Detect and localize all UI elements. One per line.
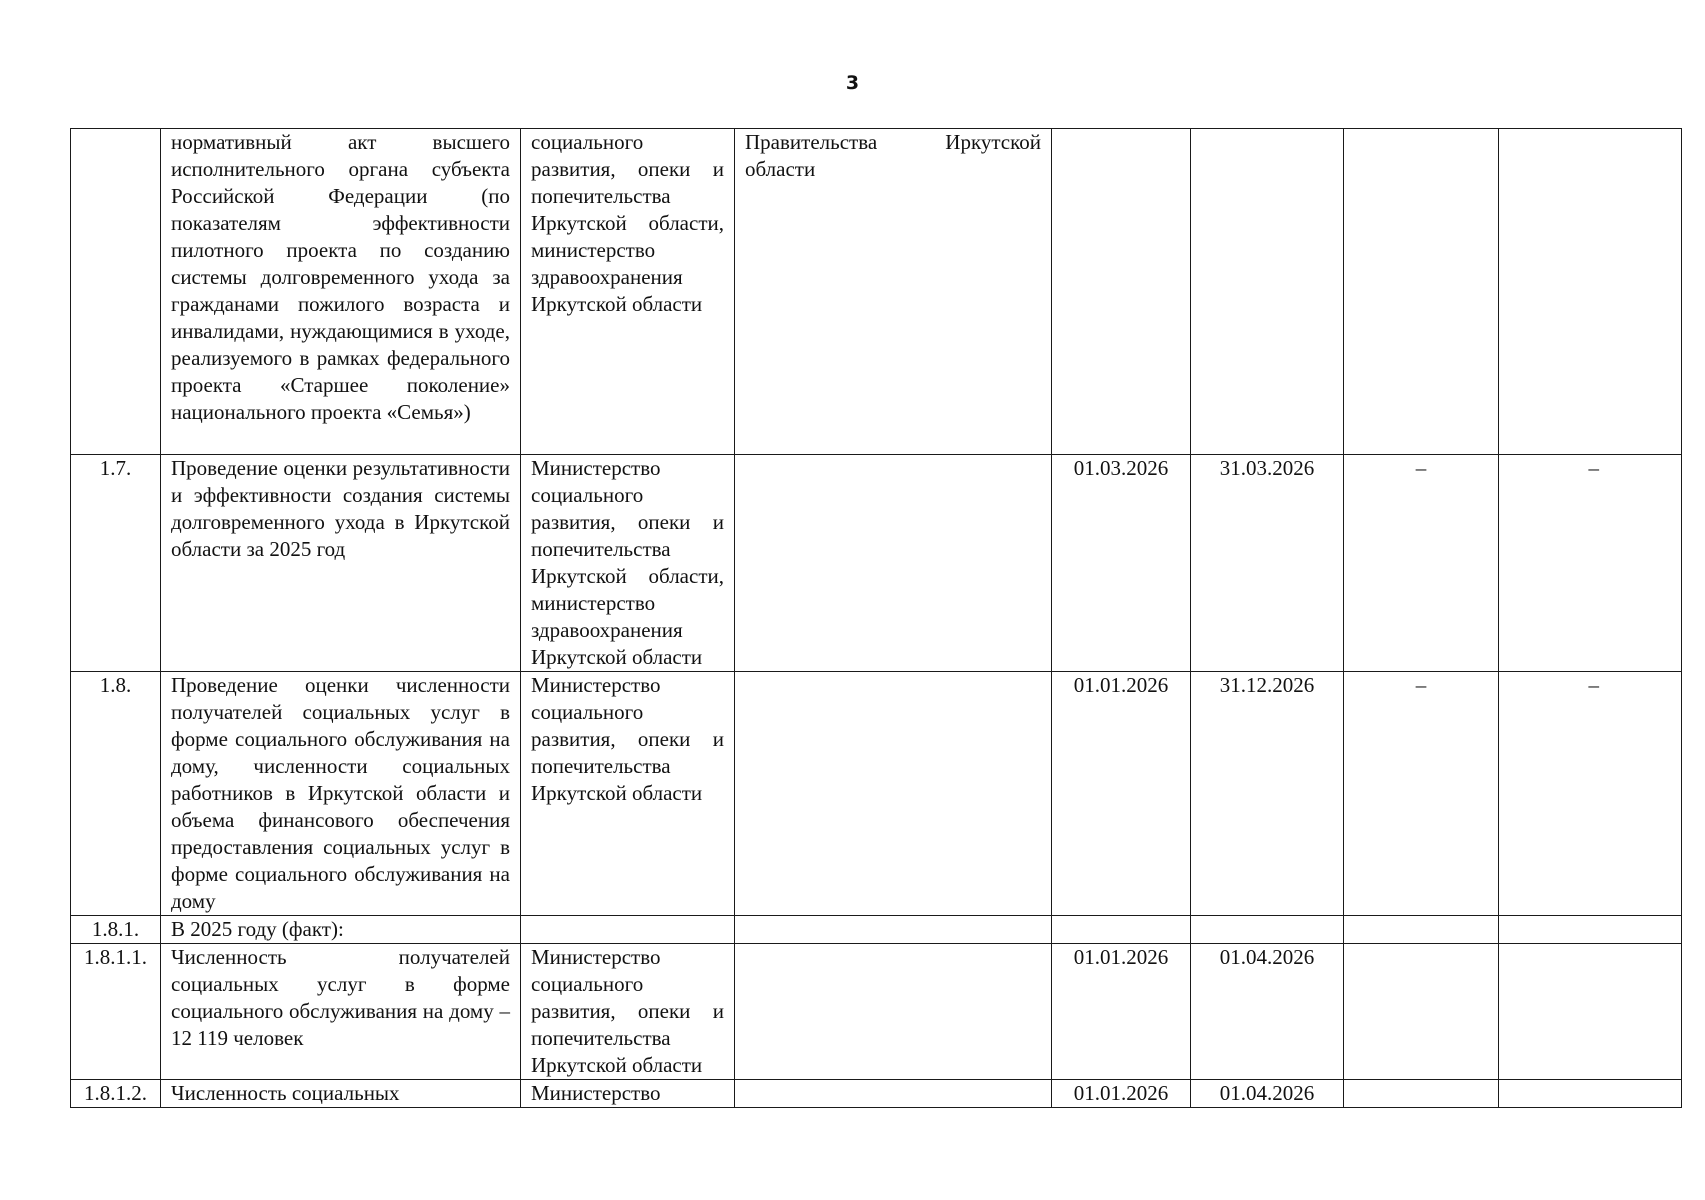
end-date-cell: [1191, 129, 1344, 455]
start-date-cell: 01.01.2026: [1052, 1080, 1191, 1108]
start-date-cell: 01.01.2026: [1052, 672, 1191, 916]
document-cell: [735, 129, 1052, 455]
table-row: [71, 1080, 1682, 1108]
col8-cell: [1499, 455, 1682, 672]
document-cell: [735, 944, 1052, 1080]
dash-mark: –: [1415, 673, 1427, 697]
event-name-text: Проведение оценки результативности и эффективности создания системы долговременного ухода в Иркутской области за 2025 год: [171, 456, 510, 561]
event-name-cell: [161, 916, 521, 944]
executor-cell: [521, 916, 735, 944]
event-name-cell: [161, 129, 521, 455]
col8-cell: [1499, 129, 1682, 455]
executor-cell: [521, 672, 735, 916]
document-cell: [735, 1080, 1052, 1108]
row-number-cell: 1.8.: [71, 672, 161, 916]
executor-text: социального развития, опеки и попечительства Иркутской области, министерство здравоохранения Иркутской области: [531, 130, 724, 316]
col8-cell: [1499, 1080, 1682, 1108]
end-date-cell: [1191, 916, 1344, 944]
executor-cell: [521, 1080, 735, 1108]
row-number-cell: 1.7.: [71, 455, 161, 672]
executor-text: Министерство: [531, 1081, 661, 1105]
col8-cell: [1499, 944, 1682, 1080]
event-name-text: Численность социальных: [171, 1081, 400, 1105]
executor-text: Министерство социального развития, опеки и попечительства Иркутской области: [531, 673, 724, 805]
row-number-cell: 1.8.1.2.: [71, 1080, 161, 1108]
table-row: [71, 944, 1682, 1080]
event-name-text: Численность получателей социальных услуг в форме социального обслуживания на дому – 12 119 человек: [171, 945, 510, 1050]
table-row: [71, 672, 1682, 916]
document-text: Правительства Иркутской области: [745, 130, 1041, 181]
col7-cell: [1344, 129, 1499, 455]
start-date-cell: 01.01.2026: [1052, 944, 1191, 1080]
dash-mark: –: [1588, 456, 1599, 480]
end-date-cell: 31.03.2026: [1191, 455, 1344, 672]
event-name-text: Проведение оценки численности получателей социальных услуг в форме социального обслуживания на дому, численности социальных работников в Иркутской области и объема финансового обеспечения предоставления социальных услуг в форме социального обслуживания на дому: [171, 673, 510, 913]
col8-cell: [1499, 672, 1682, 916]
document-cell: [735, 455, 1052, 672]
start-date-cell: [1052, 129, 1191, 455]
executor-cell: [521, 944, 735, 1080]
table-row: [71, 129, 1682, 455]
document-cell: [735, 672, 1052, 916]
executor-cell: [521, 455, 735, 672]
end-date-cell: 01.04.2026: [1191, 1080, 1344, 1108]
row-number-cell: [71, 129, 161, 455]
page-number: 3: [845, 72, 860, 94]
table-row: [71, 916, 1682, 944]
end-date-cell: 31.12.2026: [1191, 672, 1344, 916]
col7-cell: [1344, 672, 1499, 916]
end-date-cell: 01.04.2026: [1191, 944, 1344, 1080]
col7-cell: [1344, 916, 1499, 944]
col7-cell: [1344, 1080, 1499, 1108]
event-name-text: нормативный акт высшего исполнительного органа субъекта Российской Федерации (по показателям эффективности пилотного проекта по созданию системы долговременного ухода за гражданами пожилого возраста и инвалидами, нуждающимися в уходе, реализуемого в рамках федерального проекта «Старшее поколение» национального проекта «Семья»): [171, 130, 510, 424]
start-date-cell: 01.03.2026: [1052, 455, 1191, 672]
executor-cell: [521, 129, 735, 455]
event-name-cell: [161, 1080, 521, 1108]
executor-text: Министерство социального развития, опеки и попечительства Иркутской области, министерство здравоохранения Иркутской области: [531, 456, 724, 669]
col8-cell: [1499, 916, 1682, 944]
event-name-text: В 2025 году (факт):: [171, 917, 344, 941]
dash-mark: –: [1588, 673, 1599, 697]
plan-table: [70, 128, 1682, 1108]
start-date-cell: [1052, 916, 1191, 944]
event-name-cell: [161, 944, 521, 1080]
dash-mark: –: [1415, 456, 1427, 480]
table-row: [71, 455, 1682, 672]
row-number-cell: 1.8.1.: [71, 916, 161, 944]
document-cell: [735, 916, 1052, 944]
event-name-cell: [161, 455, 521, 672]
executor-text: Министерство социального развития, опеки и попечительства Иркутской области: [531, 945, 724, 1077]
event-name-cell: [161, 672, 521, 916]
row-number-cell: 1.8.1.1.: [71, 944, 161, 1080]
col7-cell: [1344, 455, 1499, 672]
col7-cell: [1344, 944, 1499, 1080]
